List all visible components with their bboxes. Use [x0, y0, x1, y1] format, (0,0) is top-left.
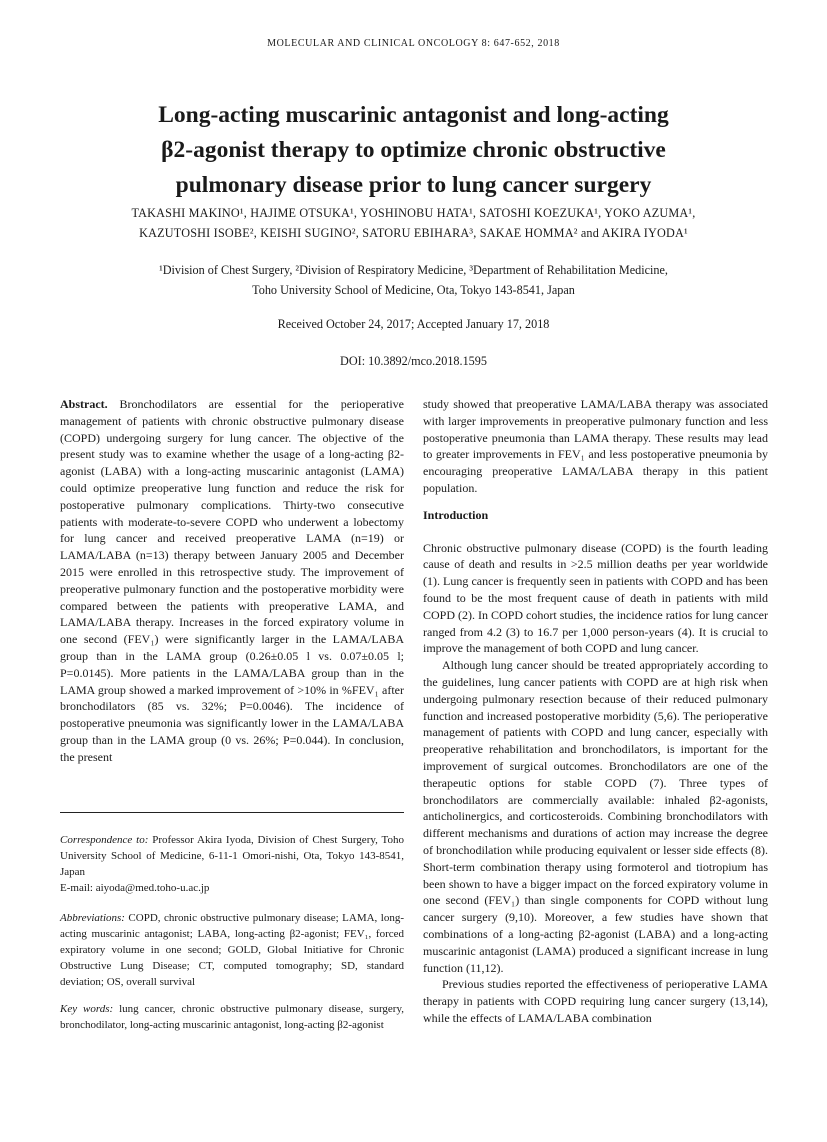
title-line-3: pulmonary disease prior to lung cancer surgery — [175, 172, 652, 198]
intro-paragraph-2: Although lung cancer should be treated appropriately according to the guidelines, lung cancer patients with COPD are at high risk when undergoing pulmonary resection because of their reduced pulmonary function and increased postoperative morbidity (5,6). The perioperative management of patients with COPD and lung cancer, especially with preoperative rehabilitation and bronchodilators, is important for the improvement of surgical outcomes. Bronchodilators are one of the therapeutic options for stable COPD (7). Three types of bronchodilators are commercially available: inhaled β2-agonists, anticholinergics, and corticosteroids. Combining bronchodilators with different mechanisms and durations of action may increase the degree of bronchodilation while producing equivalent or lesser side effects (8). Short-term combination therapy using formoterol and tiotropium has been shown to have a bigger impact on the forced expiratory volume in one second (FEV₁) than single components for COPD without lung cancer surgery (9,10). Moreover, a few studies have shown that combinations of a long-acting β2-agonist (LABA) and a long-acting muscarinic antagonist (LAMA) produced a significant increase in lung function (11,12). — [423, 658, 768, 975]
left-column — [60, 396, 404, 766]
title-line-2: β2-agonist therapy to optimize chronic obstructive — [161, 137, 666, 163]
doi: DOI: 10.3892/mco.2018.1595 — [340, 354, 487, 368]
article-title — [60, 98, 767, 203]
abbreviations-text: COPD, chronic obstructive pulmonary disease; LAMA, long-acting muscarinic antagonist; LABA, long-acting β2-agonist; FEV₁, forced expiratory volume in one second; GOLD, Global Initiative for Chronic Obstructive Lung Disease; CT, computed tomography; SD, standard deviation; OS, overall survival — [60, 912, 404, 988]
abbreviations-footnote — [60, 910, 404, 990]
authors-line-2: KAZUTOSHI ISOBE², KEISHI SUGINO², SATORU EBIHARA³, SAKAE HOMMA² and AKIRA IYODA¹ — [139, 226, 688, 240]
received-accepted-dates: Received October 24, 2017; Accepted January 17, 2018 — [277, 317, 550, 331]
abstract-text: Bronchodilators are essential for the perioperative management of patients with chronic obstructive pulmonary disease (COPD) undergoing surgery for lung cancer. The objective of the present study was to examine whether the usage of a long-acting β2-agonist (LABA) with a long-acting muscarinic antagonist (LAMA) could optimize preoperative lung function and reduce the risk for postoperative pulmonary complications. Thirty-two consecutive patients with moderate-to-severe COPD who underwent a lobectomy for lung cancer and received preoperative LAMA (n=19) or LAMA/LABA (n=13) therapy between January 2005 and December 2015 were enrolled in this retrospective study. The improvement of preoperative pulmonary function and the postoperative morbidity were compared between the patients with preoperative LAMA, and LAMA/LABA therapy. Increases in the forced expiratory volume in one second (FEV₁) were significantly larger in the LAMA/LABA group than in the LAMA group (0.26±0.05 l vs. 0.07±0.05 l; P=0.0145). More patients in the LAMA/LABA group than in the LAMA group showed a marked improvement of >10% in %FEV₁ after bronchodilators (85 vs. 32%; P=0.0046). The incidence of postoperative pneumonia was significantly lower in the LAMA/LABA group than in the LAMA group (0 vs. 26%; P=0.044). In conclusion, the present — [60, 397, 404, 764]
keywords-label: Key words: — [60, 1003, 114, 1015]
abstract-continuation: study showed that preoperative LAMA/LABA therapy was associated with larger improvements in preoperative pulmonary function and less postoperative pneumonia than LAMA therapy. These results may lead to greater improvements in FEV₁ and less postoperative pneumonia by encouraging preoperative LAMA/LABA therapy in this patient population. — [423, 397, 768, 495]
keywords-footnote — [60, 1001, 404, 1033]
intro-paragraph-3: Previous studies reported the effectiveness of perioperative LAMA therapy in patients with COPD requiring lung cancer surgery (13,14), while the effects of LAMA/LABA combination — [423, 977, 768, 1025]
affiliation-line-1: ¹Division of Chest Surgery, ²Division of Respiratory Medicine, ³Department of Rehabilitation Medicine, — [159, 263, 668, 277]
email: E-mail: aiyoda@med.toho-u.ac.jp — [60, 882, 210, 894]
authors-line-1: TAKASHI MAKINO¹, HAJIME OTSUKA¹, YOSHINOBU HATA¹, SATOSHI KOEZUKA¹, YOKO AZUMA¹, — [131, 206, 696, 220]
abstract-label: Abstract. — [60, 397, 108, 411]
affiliations — [60, 260, 767, 300]
author-list — [60, 203, 767, 243]
footnote-divider — [60, 812, 404, 813]
running-head: MOLECULAR AND CLINICAL ONCOLOGY 8: 647-652, 2018 — [267, 38, 560, 49]
correspondence-footnote — [60, 832, 404, 896]
abstract — [60, 396, 404, 766]
abbreviations-label: Abbreviations: — [60, 912, 125, 924]
right-column — [423, 396, 768, 1027]
keywords-text: lung cancer, chronic obstructive pulmonary disease, surgery, bronchodilator, long-acting muscarinic antagonist, long-acting β2-agonist — [60, 1003, 404, 1031]
intro-paragraph-1: Chronic obstructive pulmonary disease (COPD) is the fourth leading cause of death and results in >2.5 million deaths per year worldwide (1). Lung cancer is frequently seen in patients with COPD and has been found to be the most frequent cause of death in patients with mild COPD (2). In COPD cohort studies, the incidence ratios for lung cancer ranged from 4.2 (3) to 16.7 per 1,000 person-years (4). It is crucial to improve the management of both COPD and lung cancer. — [423, 540, 768, 656]
correspondence-text: Professor Akira Iyoda, Division of Chest Surgery, Toho University School of Medicine, 6-11-1 Omori-nishi, Ota, Tokyo 143-8541, Japan — [60, 834, 404, 878]
introduction-heading: Introduction — [423, 507, 489, 522]
affiliation-line-2: Toho University School of Medicine, Ota, Tokyo 143-8541, Japan — [252, 283, 575, 297]
correspondence-label: Correspondence to: — [60, 834, 149, 846]
title-line-1: Long-acting muscarinic antagonist and long-acting — [158, 102, 669, 128]
